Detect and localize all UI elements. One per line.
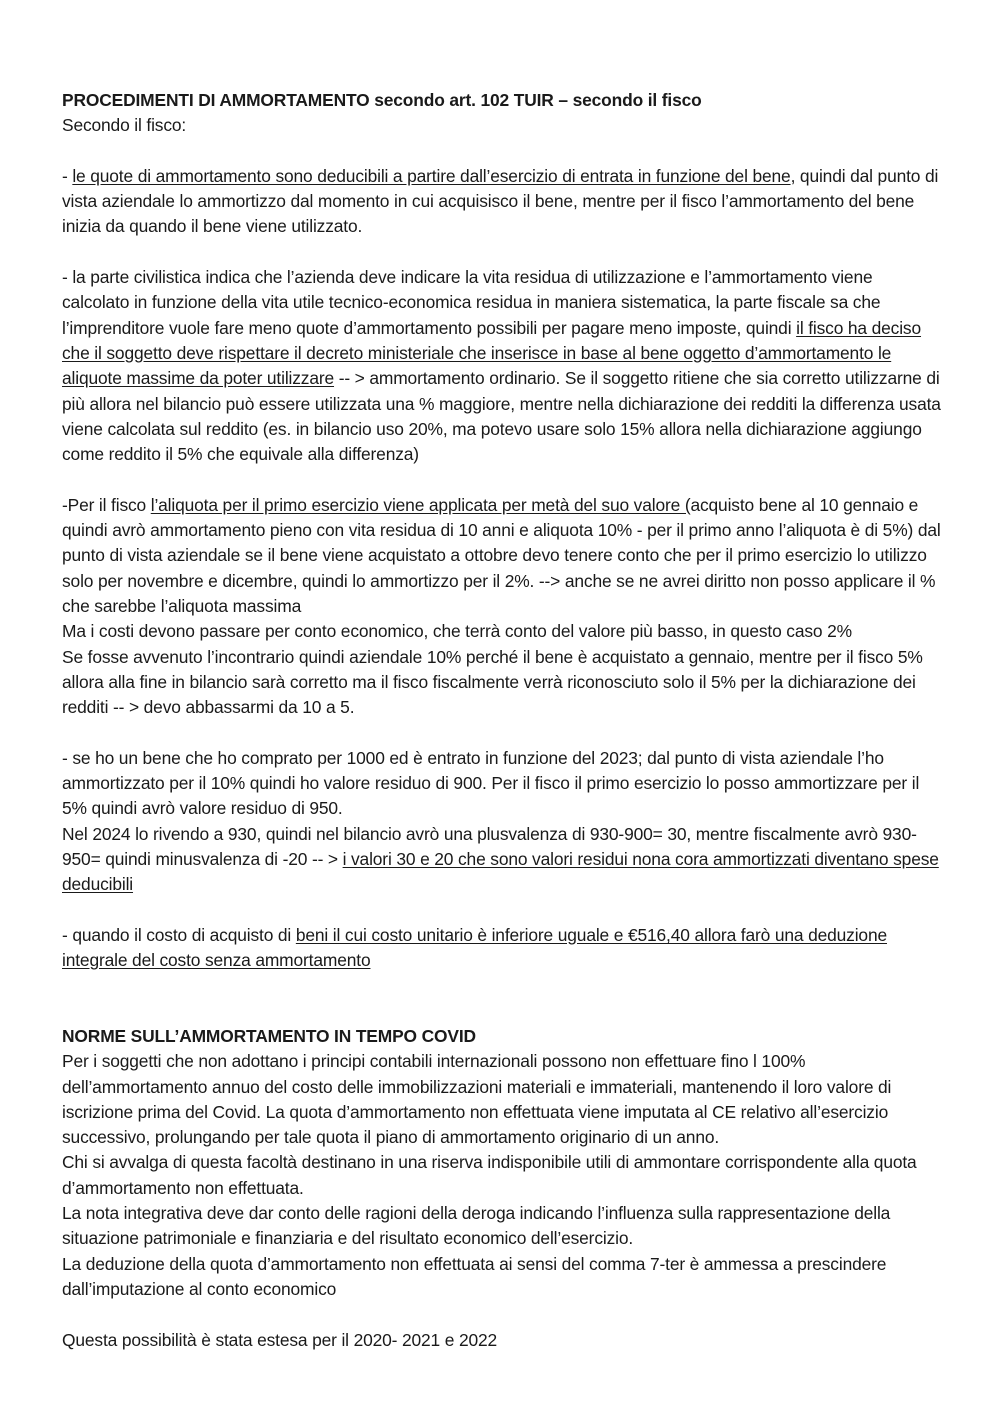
paragraph-2-lead: - la parte civilistica indica che l’azienda deve indicare la vita residua di utilizzazione e l’ammortamento viene calcolato in funzione della vita utile tecnico-economica residua in maniera sistematica, la parte fiscale sa che l’imprenditore vuole fare meno quote d’ammortamento possibili per pagare meno imposte, quindi: [62, 267, 881, 338]
paragraph-4-resale-lead: Nel 2024 lo rivendo a 930, quindi nel bilancio avrò una plusvalenza di 930-900= 30, mentre fiscalmente avrò 930-950= quindi minusvalenza di -20 -- >: [62, 823, 917, 869]
paragraph-4: - se ho un bene che ho comprato per 1000 ed è entrato in funzione del 2023; dal punto di vista aziendale l’ho ammortizzato per il 10% quindi ho valore residuo di 900. Per il fisco il primo esercizio lo posso ammortizzare per il 5% quindi avrò valore residuo di 950.: [62, 747, 920, 819]
covid-paragraph-4: La deduzione della quota d’ammortamento non effettuata ai sensi del comma 7-ter è ammessa a prescindere dall’imputazione al conto economico: [62, 1253, 887, 1299]
paragraph-1-underlined: le quote di ammortamento sono deducibili a partire dall’esercizio di entrata in funzione del bene: [72, 165, 791, 186]
covid-paragraph-3: La nota integrativa deve dar conto delle ragioni della deroga indicando l’influenza sulla rappresentazione della situazione patrimoniale e finanziaria e del risultato economico dell’esercizio.: [62, 1203, 891, 1249]
section2-heading: NORME SULL’AMMORTAMENTO IN TEMPO COVID: [62, 1025, 476, 1046]
section1-intro: Secondo il fisco:: [62, 115, 187, 136]
paragraph-2-rest: -- > ammortamento ordinario. Se il soggetto ritiene che sia corretto utilizzarne di più allora nel bilancio può essere utilizzata una % maggiore, mentre nella dichiarazione dei redditi la differenza usata viene calcolata sul reddito (es. in bilancio uso 20%, ma potevo usare solo 15% allora nella dichiarazione aggiungo come reddito il 5% che equivale alla differenza): [62, 368, 941, 465]
section1-heading: PROCEDIMENTI DI AMMORTAMENTO secondo art. 102 TUIR – secondo il fisco: [62, 90, 702, 110]
paragraph-2: [62, 265, 942, 467]
paragraph-3-line-reverse: Se fosse avvenuto l’incontrario quindi aziendale 10% perché il bene è acquistato a gennaio, mentre per il fisco 5% allora alla fine in bilancio sarà corretto ma il fisco fiscalmente verrà riconosciuto solo il 5% per la dichiarazione dei redditi -- > devo abbassarmi da 10 a 5.: [62, 646, 923, 718]
covid-paragraph-1: Per i soggetti che non adottano i principi contabili internazionali possono non effettuare fino l 100% dell’ammortamento annuo del costo delle immobilizzazioni materiali e immateriali, mantenendo il loro valore di iscrizione prima del Covid. La quota d’ammortamento non effettuata viene imputata al CE relativo all’esercizio successivo, prolungando per tale quota il piano di ammortamento originario di un anno.: [62, 1051, 892, 1148]
paragraph-4-resale: [62, 822, 942, 898]
document-page: [62, 88, 942, 1353]
paragraph-5-underlined: beni il cui costo unitario è inferiore uguale e €516,40 allora farò una deduzione integrale del costo senza ammortamento: [62, 924, 887, 971]
paragraph-4-underlined: i valori 30 e 20 che sono valori residui nona cora ammortizzati diventano spese deducibili: [62, 848, 939, 895]
paragraph-5-lead: - quando il costo di acquisto di: [62, 924, 296, 945]
covid-closing-line: Questa possibilità è stata estesa per il 2020- 2021 e 2022: [62, 1329, 498, 1350]
paragraph-3-lead: -Per il fisco: [62, 494, 151, 515]
paragraph-1: [62, 164, 942, 240]
paragraph-3-underlined: l’aliquota per il primo esercizio viene applicata per metà del suo valore (: [150, 494, 691, 515]
paragraph-3: [62, 493, 942, 619]
paragraph-3-line-costs: Ma i costi devono passare per conto economico, che terrà conto del valore più basso, in questo caso 2%: [62, 621, 852, 642]
paragraph-5: [62, 923, 942, 974]
paragraph-2-underlined: il fisco ha deciso che il soggetto deve rispettare il decreto ministeriale che inserisce in base al bene oggetto d’ammortamento le aliquote massime da poter utilizzare: [62, 317, 922, 389]
paragraph-1-rest: , quindi dal punto di vista aziendale lo ammortizzo dal momento in cui acquisisco il bene, mentre per il fisco l’ammortamento del bene inizia da quando il bene viene utilizzato.: [62, 165, 939, 237]
paragraph-1-lead: -: [62, 165, 73, 186]
covid-paragraph-2: Chi si avvalga di questa facoltà destinano in una riserva indisponibile utili di ammontare corrispondente alla quota d’ammortamento non effettuata.: [62, 1152, 917, 1198]
paragraph-3-rest: acquisto bene al 10 gennaio e quindi avrò ammortamento pieno con vita residua di 10 anni e aliquota 10% - per il primo anno l’aliquota è di 5%) dal punto di vista aziendale se il bene viene acquistato a ottobre devo tenere conto che per il primo esercizio lo utilizzo solo per novembre e dicembre, quindi lo ammortizzo per il 2%. --> anche se ne avrei diritto non posso applicare il % che sarebbe l’aliquota massima: [62, 494, 941, 616]
